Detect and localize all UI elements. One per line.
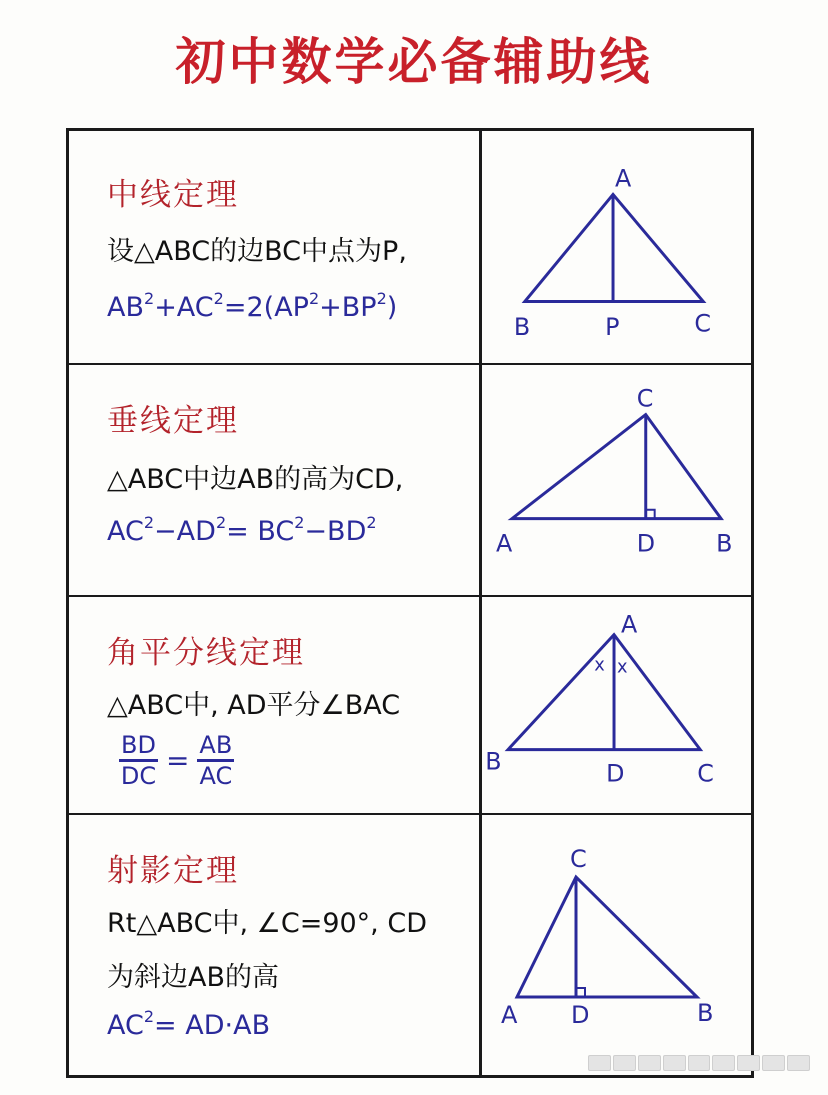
theorem-row-perpendicular xyxy=(69,365,751,597)
vertex-label: D xyxy=(606,759,625,788)
vertex-label: C xyxy=(636,384,654,413)
vertex-label: A xyxy=(496,529,513,558)
theorem-row-projection xyxy=(69,815,751,1075)
vertex-label: A xyxy=(620,610,638,639)
vertex-label: A xyxy=(501,1001,518,1029)
bisector-triangle-figure xyxy=(479,597,754,813)
theorem-condition: Rt△ABC中, ∠C=90°, CD xyxy=(107,908,427,939)
theorem-formula: $AC^2-AD^2= BC^2-BD^2$ xyxy=(107,513,377,547)
fraction-right: $\frac{AB}{AC}$ xyxy=(199,731,233,790)
theorem-formula: $AC^2= AD\cdot AB$ xyxy=(107,1007,271,1041)
fraction-left: $\frac{BD}{DC}$ xyxy=(120,731,157,790)
median-triangle-figure xyxy=(479,131,754,363)
theorem-condition: △ABC中, AD平分∠BAC xyxy=(107,690,401,721)
vertex-label: B xyxy=(485,747,502,776)
vertex-label: A xyxy=(615,164,632,193)
vertex-label: B xyxy=(697,999,714,1027)
image-scroll-indicator xyxy=(588,1055,810,1071)
theorem-row-angle-bisector xyxy=(69,597,751,815)
theorem-text-cell xyxy=(69,365,479,595)
theorem-text-cell xyxy=(69,815,479,1075)
vertex-label: C xyxy=(694,309,711,338)
theorem-condition: 设△ABC的边BC中点为P, xyxy=(107,236,407,267)
angle-mark: x xyxy=(616,656,628,678)
vertex-label: D xyxy=(636,529,656,558)
triangle-outline xyxy=(508,635,700,750)
vertex-label: P xyxy=(605,313,620,342)
angle-mark: x xyxy=(594,654,605,676)
altitude-triangle-figure xyxy=(479,365,754,595)
theorem-title: 中线定理 xyxy=(107,177,239,213)
theorem-title: 垂线定理 xyxy=(107,403,239,439)
projection-triangle-figure xyxy=(479,815,754,1075)
vertex-label: D xyxy=(571,1001,590,1029)
ratio-formula: $\frac{BD}{DC}$ = $\frac{AB}{AC}$ xyxy=(120,731,233,790)
theorem-title: 角平分线定理 xyxy=(107,635,305,671)
theorem-text-cell xyxy=(69,597,479,813)
triangle-outline xyxy=(512,415,721,519)
vertex-label: B xyxy=(716,529,733,558)
triangle-outline xyxy=(517,877,697,997)
theorem-formula: $AB^2+AC^2=2(AP^2+BP^2)$ xyxy=(107,289,398,323)
theorem-condition: 为斜边AB的高 xyxy=(107,962,279,993)
theorem-title: 射影定理 xyxy=(107,853,239,889)
vertex-label: C xyxy=(697,759,714,788)
vertex-label: C xyxy=(570,845,587,873)
theorem-table xyxy=(66,128,754,1078)
theorem-condition: △ABC中边AB的高为CD, xyxy=(107,464,404,495)
page-title: 初中数学必备辅助线 xyxy=(175,33,653,91)
theorem-text-cell xyxy=(69,131,479,363)
vertex-label: B xyxy=(513,313,531,342)
theorem-row-median xyxy=(69,131,751,365)
